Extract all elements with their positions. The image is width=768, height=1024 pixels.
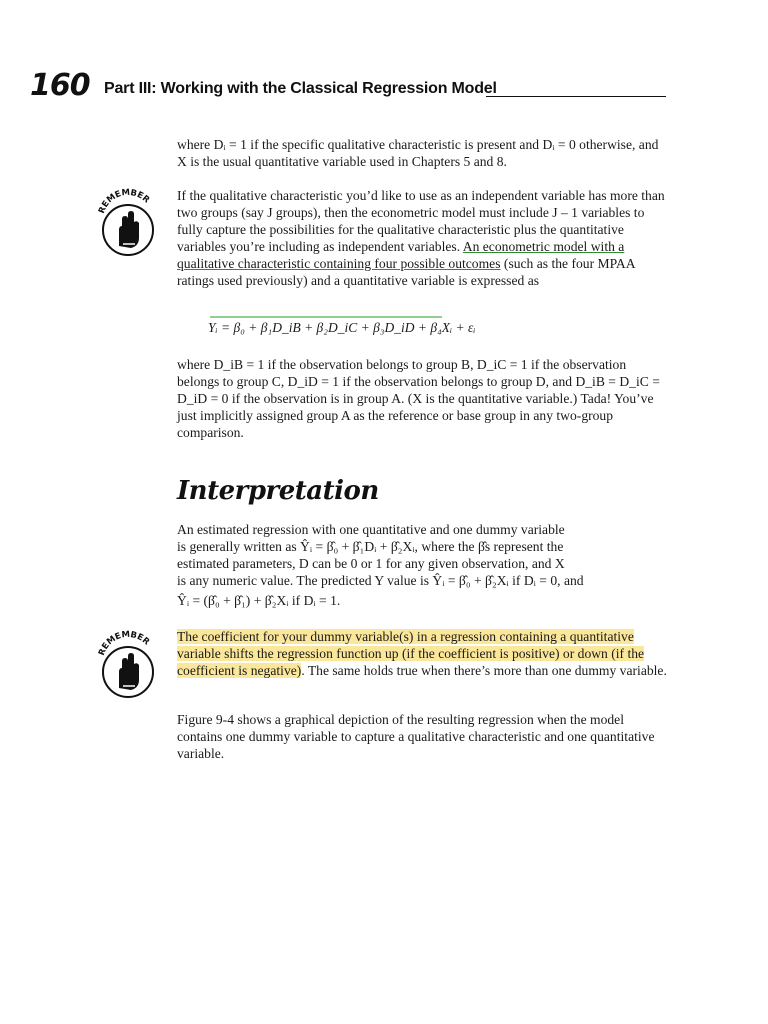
paragraph-2-underlined: An econometric model with a qualitative characteristic containing four possible outcomes bbox=[177, 239, 625, 271]
paragraph-4 bbox=[177, 521, 667, 609]
equation: Yᵢ = β₀ + β₁D_iB + β₂D_iC + β₃D_iD + β₄Xᵢ + εᵢ bbox=[208, 320, 476, 335]
paragraph-2 bbox=[177, 187, 667, 289]
paragraph-3-text: where D_iB = 1 if the observation belongs to group B, D_iC = 1 if the observation belongs to group C, D_iD = 1 if the observation belongs to group D, and D_iB = D_iC = D_iD = 0 if the observation is in group A. (X is the quantitative variable.) Tada! You’ve just implicitly assigned group A as the reference or base group in any two-group comparison. bbox=[177, 357, 660, 440]
paragraph-6 bbox=[177, 711, 667, 762]
paragraph-4-line-1: An estimated regression with one quantitative and one dummy variable bbox=[177, 522, 565, 537]
remember-label: REMEMBER bbox=[97, 629, 152, 658]
paragraph-1 bbox=[177, 136, 667, 170]
paragraph-2-text: If the qualitative characteristic you’d like to use as an independent variable has more than two groups (say J groups), then the econometric model must include J – 1 variables to fully capture the possibilities for the qualitative characteristic plus the quantitative variables you’re including as independent variables. bbox=[177, 188, 665, 254]
remember-badge-icon bbox=[97, 186, 159, 260]
paragraph-4-line-5: Ŷᵢ = (β̂₀ + β̂₁) + β̂₂Xᵢ if Dᵢ = 1. bbox=[177, 593, 341, 608]
remember-icon bbox=[97, 186, 159, 260]
equation-highlight-line bbox=[210, 316, 442, 318]
remember-badge-icon bbox=[97, 628, 159, 702]
remember-label: REMEMBER bbox=[97, 187, 152, 216]
paragraph-2-tail: (such as the four MPAA ratings used previously) and a quantitative variable is expressed as bbox=[177, 256, 635, 288]
header-rule bbox=[486, 96, 666, 97]
paragraph-5 bbox=[177, 628, 667, 679]
paragraph-3 bbox=[177, 356, 667, 441]
part-title: Part III: Working with the Classical Regression Model bbox=[104, 80, 497, 97]
paragraph-4-line-4: is any numeric value. The predicted Y value is Ŷᵢ = β̂₀ + β̂₂Xᵢ if Dᵢ = 0, and bbox=[177, 573, 584, 588]
page-header bbox=[30, 68, 670, 108]
remember-icon-2 bbox=[97, 628, 159, 702]
section-heading: Interpretation bbox=[177, 476, 379, 506]
paragraph-4-line-3: estimated parameters, D can be 0 or 1 for any given observation, and X bbox=[177, 556, 565, 571]
page-number: 160 bbox=[30, 68, 90, 103]
paragraph-1-text: where Dᵢ = 1 if the specific qualitative characteristic is present and Dᵢ = 0 otherwise, and X is the usual quantitative variable used in Chapters 5 and 8. bbox=[177, 137, 659, 169]
paragraph-6-text: Figure 9-4 shows a graphical depiction of the resulting regression when the model contains one dummy variable to capture a qualitative characteristic and one quantitative variable. bbox=[177, 712, 655, 761]
paragraph-5-tail: . The same holds true when there’s more than one dummy variable. bbox=[301, 663, 667, 678]
highlighted-text: The coefficient for your dummy variable(s) in a regression containing a quantitative variable shifts the regression function up (if the coefficient is positive) or down (if the coefficient is negative) bbox=[177, 629, 645, 678]
paragraph-4-line-2: is generally written as Ŷᵢ = β̂₀ + β̂₁Dᵢ + β̂₂Xᵢ, where the β̂s represent the bbox=[177, 539, 564, 554]
